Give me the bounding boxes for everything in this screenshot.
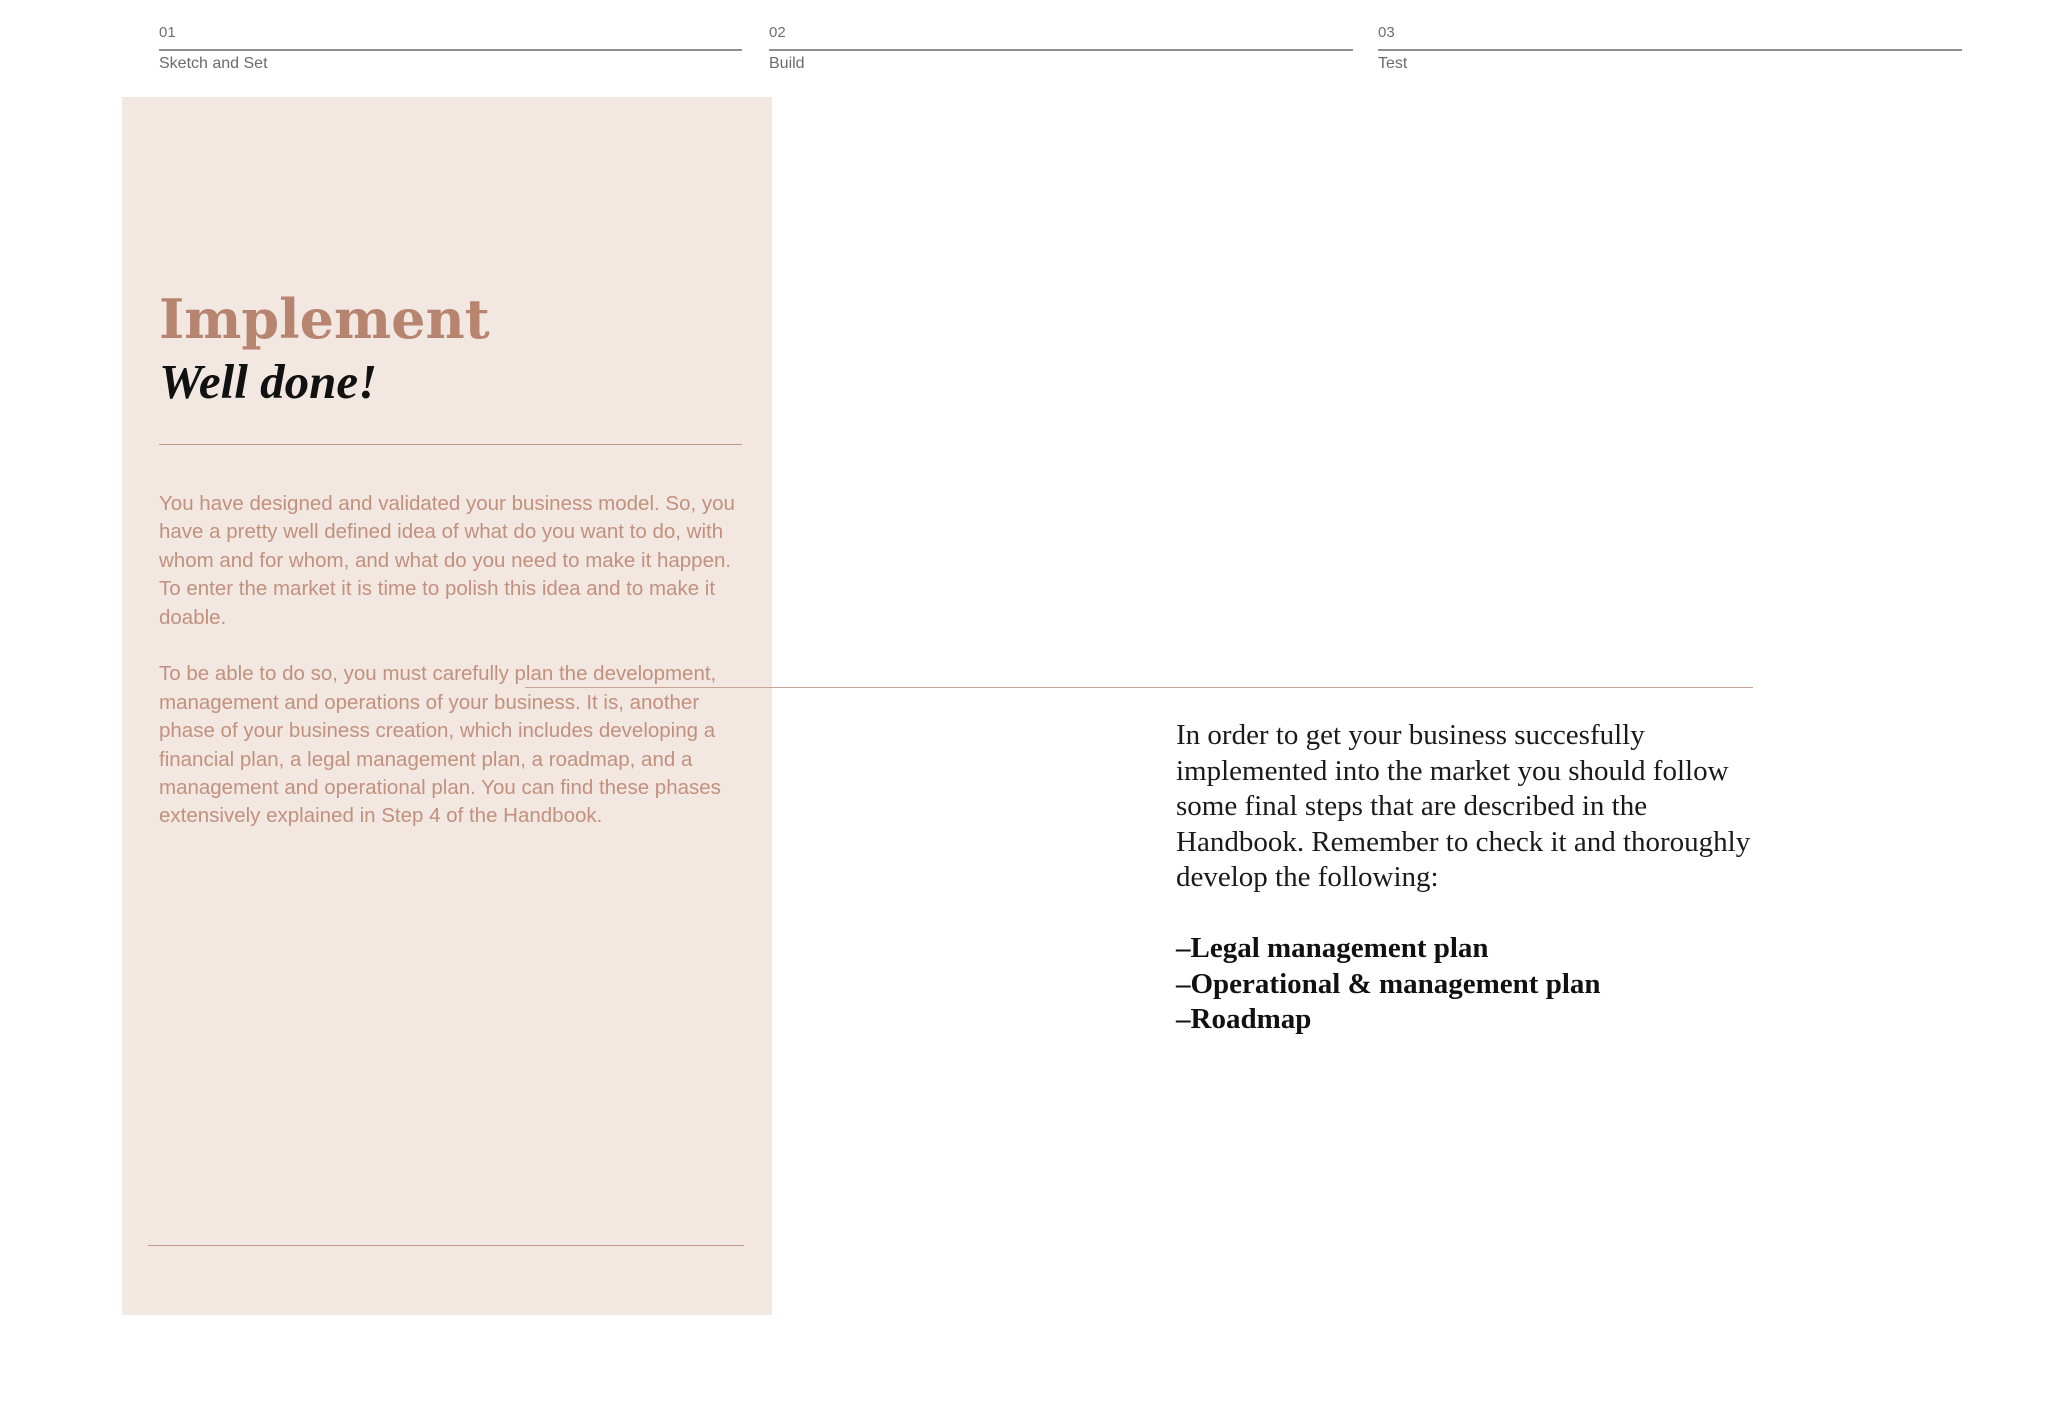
checklist-item-roadmap: –Roadmap bbox=[1176, 1003, 1312, 1035]
panel-divider-bottom bbox=[148, 1245, 744, 1246]
panel-body bbox=[159, 490, 754, 859]
panel-paragraph: To be able to do so, you must carefully plan the development, management and operations of your business. It is, another phase of your business creation, which includes developing a financial plan, a legal management plan, a roadmap, and a management and operational plan. You can find these phases extensively explained in Step 4 of the Handbook. bbox=[159, 662, 721, 828]
implement-panel bbox=[122, 97, 772, 1315]
checklist bbox=[1176, 931, 1776, 1038]
step-number: 02 bbox=[769, 24, 786, 41]
step-label: Test bbox=[1378, 55, 1408, 72]
panel-paragraph: You have designed and validated your business model. So, you have a pretty well defined idea of what do you want to do, with whom and for whom, and what do you need to make it happen. To enter the market it is time to polish this idea and to make it doable. bbox=[159, 492, 735, 629]
step-label: Build bbox=[769, 55, 805, 72]
connector-divider bbox=[525, 687, 1753, 688]
panel-subtitle: Well done! bbox=[159, 354, 378, 409]
implementation-steps bbox=[1176, 718, 1776, 1038]
step-number: 01 bbox=[159, 24, 176, 41]
step-progress-rule bbox=[159, 49, 742, 51]
step-progress-rule bbox=[769, 49, 1353, 51]
panel-title: Implement bbox=[159, 287, 490, 351]
checklist-item-legal-management-plan: –Legal management plan bbox=[1176, 932, 1489, 964]
panel-divider-top bbox=[159, 444, 742, 445]
step-build bbox=[769, 24, 1353, 84]
step-label: Sketch and Set bbox=[159, 55, 268, 72]
step-test bbox=[1378, 24, 1962, 84]
step-number: 03 bbox=[1378, 24, 1395, 41]
step-progress-rule bbox=[1378, 49, 1962, 51]
intro-text: In order to get your business succesfully implemented into the market you should follow some final steps that are described in the Handbook. Remember to check it and thoroughly develop the following: bbox=[1176, 719, 1751, 893]
step-sketch-and-set bbox=[159, 24, 742, 84]
checklist-item-operational-management-plan: –Operational & management plan bbox=[1176, 967, 1601, 1000]
